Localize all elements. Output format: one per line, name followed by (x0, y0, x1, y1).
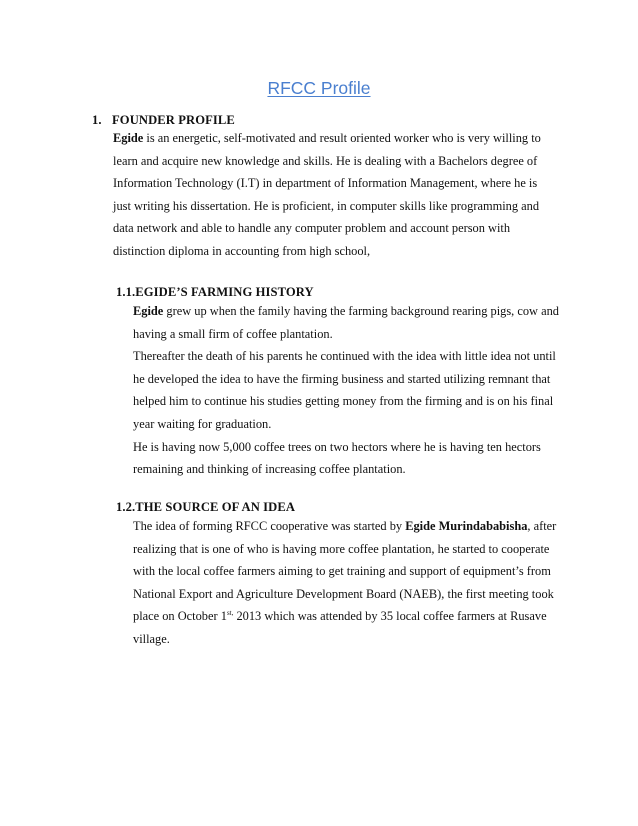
bold-name: Egide (133, 304, 164, 318)
bold-name: Egide (113, 131, 144, 145)
section-heading-source-of-idea: 1.2.THE SOURCE OF AN IDEA (116, 500, 296, 514)
text-line: National Export and Agriculture Development Board (NAEB), the first meeting took (133, 586, 554, 601)
paragraph-farming-history (133, 300, 563, 481)
text-line: learn and acquire new knowledge and skills. He is dealing with a Bachelors degree of (113, 153, 538, 168)
text-line: He is having now 5,000 coffee trees on two hectors where he is having ten hectors (133, 439, 541, 454)
text-line: realizing that is one of who is having more coffee plantation, he started to cooperate (133, 541, 550, 556)
document-title: RFCC Profile (267, 78, 371, 98)
section-heading-founder-profile (92, 113, 235, 128)
text-line: place on October $1^{st,}$ 2013 which was attended by 35 local coffee farmers at Rusave (133, 609, 547, 624)
text-line: Information Technology (I.T) in department of Information Management, where he is (113, 176, 538, 191)
text-line: data network and able to handle any computer problem and account person with (113, 221, 511, 236)
text-line: distinction diploma in accounting from high school, (113, 243, 371, 258)
paragraph-source-of-idea (133, 515, 563, 651)
paragraph-founder-profile (113, 127, 553, 263)
section-number: 1. (92, 113, 102, 127)
text-line: The idea of forming RFCC cooperative was started by Egide Murindababisha, after (133, 519, 557, 533)
text-line: helped him to continue his studies getting money from the firming and is on his final (133, 394, 554, 409)
ordinal-superscript: st, (226, 609, 234, 618)
bold-name: Egide Murindababisha (405, 519, 528, 533)
text-line: remaining and thinking of increasing coffee plantation. (133, 462, 406, 477)
text-line: he developed the idea to have the firming business and started utilizing remnant that (133, 371, 551, 386)
section-heading-farming-history: 1.1.EGIDE’S FARMING HISTORY (116, 285, 314, 299)
section-heading-text: FOUNDER PROFILE (112, 113, 235, 127)
text-line: having a small firm of coffee plantation. (133, 326, 333, 341)
text-line: just writing his dissertation. He is proficient, in computer skills like programming and (113, 198, 540, 213)
text-line: year waiting for graduation. (133, 416, 272, 431)
text-line: with the local coffee farmers aiming to get training and support of equipment’s from (133, 564, 551, 579)
text-line: village. (133, 631, 170, 646)
text-line: Egide grew up when the family having the farming background rearing pigs, cow and (133, 304, 559, 318)
text-line: Egide is an energetic, self-motivated and result oriented worker who is very willing to (113, 131, 541, 145)
text-line: Thereafter the death of his parents he continued with the idea with little idea not until (133, 349, 556, 364)
